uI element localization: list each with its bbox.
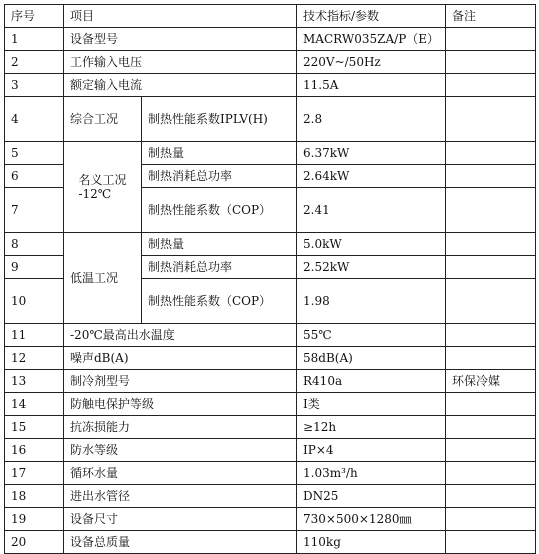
spec-table: [4, 4, 536, 554]
row-item: 防水等级: [64, 439, 297, 462]
row-item: -20℃最高出水温度: [64, 324, 297, 347]
row-no: 15: [5, 416, 64, 439]
row-remark: [446, 462, 536, 485]
table-row: [5, 97, 536, 142]
row-no: 20: [5, 531, 64, 554]
row-no: 7: [5, 188, 64, 233]
row-no: 2: [5, 51, 64, 74]
row-value: 110kg: [297, 531, 446, 554]
row-item: 制热性能系数（COP）: [142, 188, 297, 233]
row-value: 1.98: [297, 279, 446, 324]
table-row: [5, 74, 536, 97]
table-row: [5, 531, 536, 554]
row-value: 2.64kW: [297, 165, 446, 188]
row-remark: [446, 188, 536, 233]
row-value: 11.5A: [297, 74, 446, 97]
row-no: 6: [5, 165, 64, 188]
row-value: 2.41: [297, 188, 446, 233]
row-item: 额定输入电流: [64, 74, 297, 97]
row-remark: [446, 233, 536, 256]
header-remark: 备注: [446, 5, 536, 28]
table-row: [5, 416, 536, 439]
row-value: 2.52kW: [297, 256, 446, 279]
row-item: 制热量: [142, 233, 297, 256]
row-item: 工作输入电压: [64, 51, 297, 74]
row-value: 220V~/50Hz: [297, 51, 446, 74]
row-group: 综合工况: [64, 97, 142, 142]
table-header-row: [5, 5, 536, 28]
row-remark: [446, 508, 536, 531]
table-row: [5, 233, 536, 256]
row-value: 6.37kW: [297, 142, 446, 165]
row-remark: [446, 165, 536, 188]
row-no: 17: [5, 462, 64, 485]
row-remark: [446, 97, 536, 142]
row-remark: 环保冷媒: [446, 370, 536, 393]
row-value: IP×4: [297, 439, 446, 462]
row-remark: [446, 256, 536, 279]
table-row: [5, 51, 536, 74]
row-item: 防触电保护等级: [64, 393, 297, 416]
row-no: 11: [5, 324, 64, 347]
row-remark: [446, 28, 536, 51]
table-row: [5, 370, 536, 393]
row-item: 进出水管径: [64, 485, 297, 508]
row-value: DN25: [297, 485, 446, 508]
row-value: 730×500×1280㎜: [297, 508, 446, 531]
table-row: [5, 439, 536, 462]
row-item: 循环水量: [64, 462, 297, 485]
row-group: 低温工况: [64, 233, 142, 324]
row-no: 10: [5, 279, 64, 324]
table-row: [5, 28, 536, 51]
table-row: [5, 393, 536, 416]
row-group: [64, 142, 142, 233]
row-no: 8: [5, 233, 64, 256]
row-remark: [446, 439, 536, 462]
row-item: 噪声dB(A): [64, 347, 297, 370]
row-value: R410a: [297, 370, 446, 393]
row-item: 设备型号: [64, 28, 297, 51]
row-remark: [446, 393, 536, 416]
row-item: 制热消耗总功率: [142, 165, 297, 188]
row-no: 9: [5, 256, 64, 279]
row-value: 58dB(A): [297, 347, 446, 370]
table-row: [5, 347, 536, 370]
row-remark: [446, 531, 536, 554]
row-no: 19: [5, 508, 64, 531]
row-value: 5.0kW: [297, 233, 446, 256]
row-no: 3: [5, 74, 64, 97]
row-item: 设备总质量: [64, 531, 297, 554]
header-item: 项目: [64, 5, 297, 28]
row-remark: [446, 51, 536, 74]
row-item: 制热性能系数（COP）: [142, 279, 297, 324]
row-remark: [446, 416, 536, 439]
group-label: 名义工况 -12℃: [78, 173, 127, 201]
row-no: 16: [5, 439, 64, 462]
table-row: [5, 462, 536, 485]
row-remark: [446, 142, 536, 165]
row-value: 1.03m³/h: [297, 462, 446, 485]
row-remark: [446, 347, 536, 370]
table-row: [5, 142, 536, 165]
row-item: 制热消耗总功率: [142, 256, 297, 279]
row-item: 制冷剂型号: [64, 370, 297, 393]
row-no: 4: [5, 97, 64, 142]
row-value: ≥12h: [297, 416, 446, 439]
header-no: 序号: [5, 5, 64, 28]
row-remark: [446, 324, 536, 347]
row-item: 设备尺寸: [64, 508, 297, 531]
header-spec: 技术指标/参数: [297, 5, 446, 28]
table-row: [5, 485, 536, 508]
row-no: 12: [5, 347, 64, 370]
row-value: 55℃: [297, 324, 446, 347]
row-no: 18: [5, 485, 64, 508]
row-value: I类: [297, 393, 446, 416]
row-remark: [446, 279, 536, 324]
table-row: [5, 324, 536, 347]
row-remark: [446, 485, 536, 508]
row-item: 制热性能系数IPLV(H): [142, 97, 297, 142]
row-no: 1: [5, 28, 64, 51]
row-item: 制热量: [142, 142, 297, 165]
table-row: [5, 508, 536, 531]
row-item: 抗冻损能力: [64, 416, 297, 439]
row-value: 2.8: [297, 97, 446, 142]
row-no: 5: [5, 142, 64, 165]
row-value: MACRW035ZA/P（E）: [297, 28, 446, 51]
row-remark: [446, 74, 536, 97]
row-no: 13: [5, 370, 64, 393]
row-no: 14: [5, 393, 64, 416]
